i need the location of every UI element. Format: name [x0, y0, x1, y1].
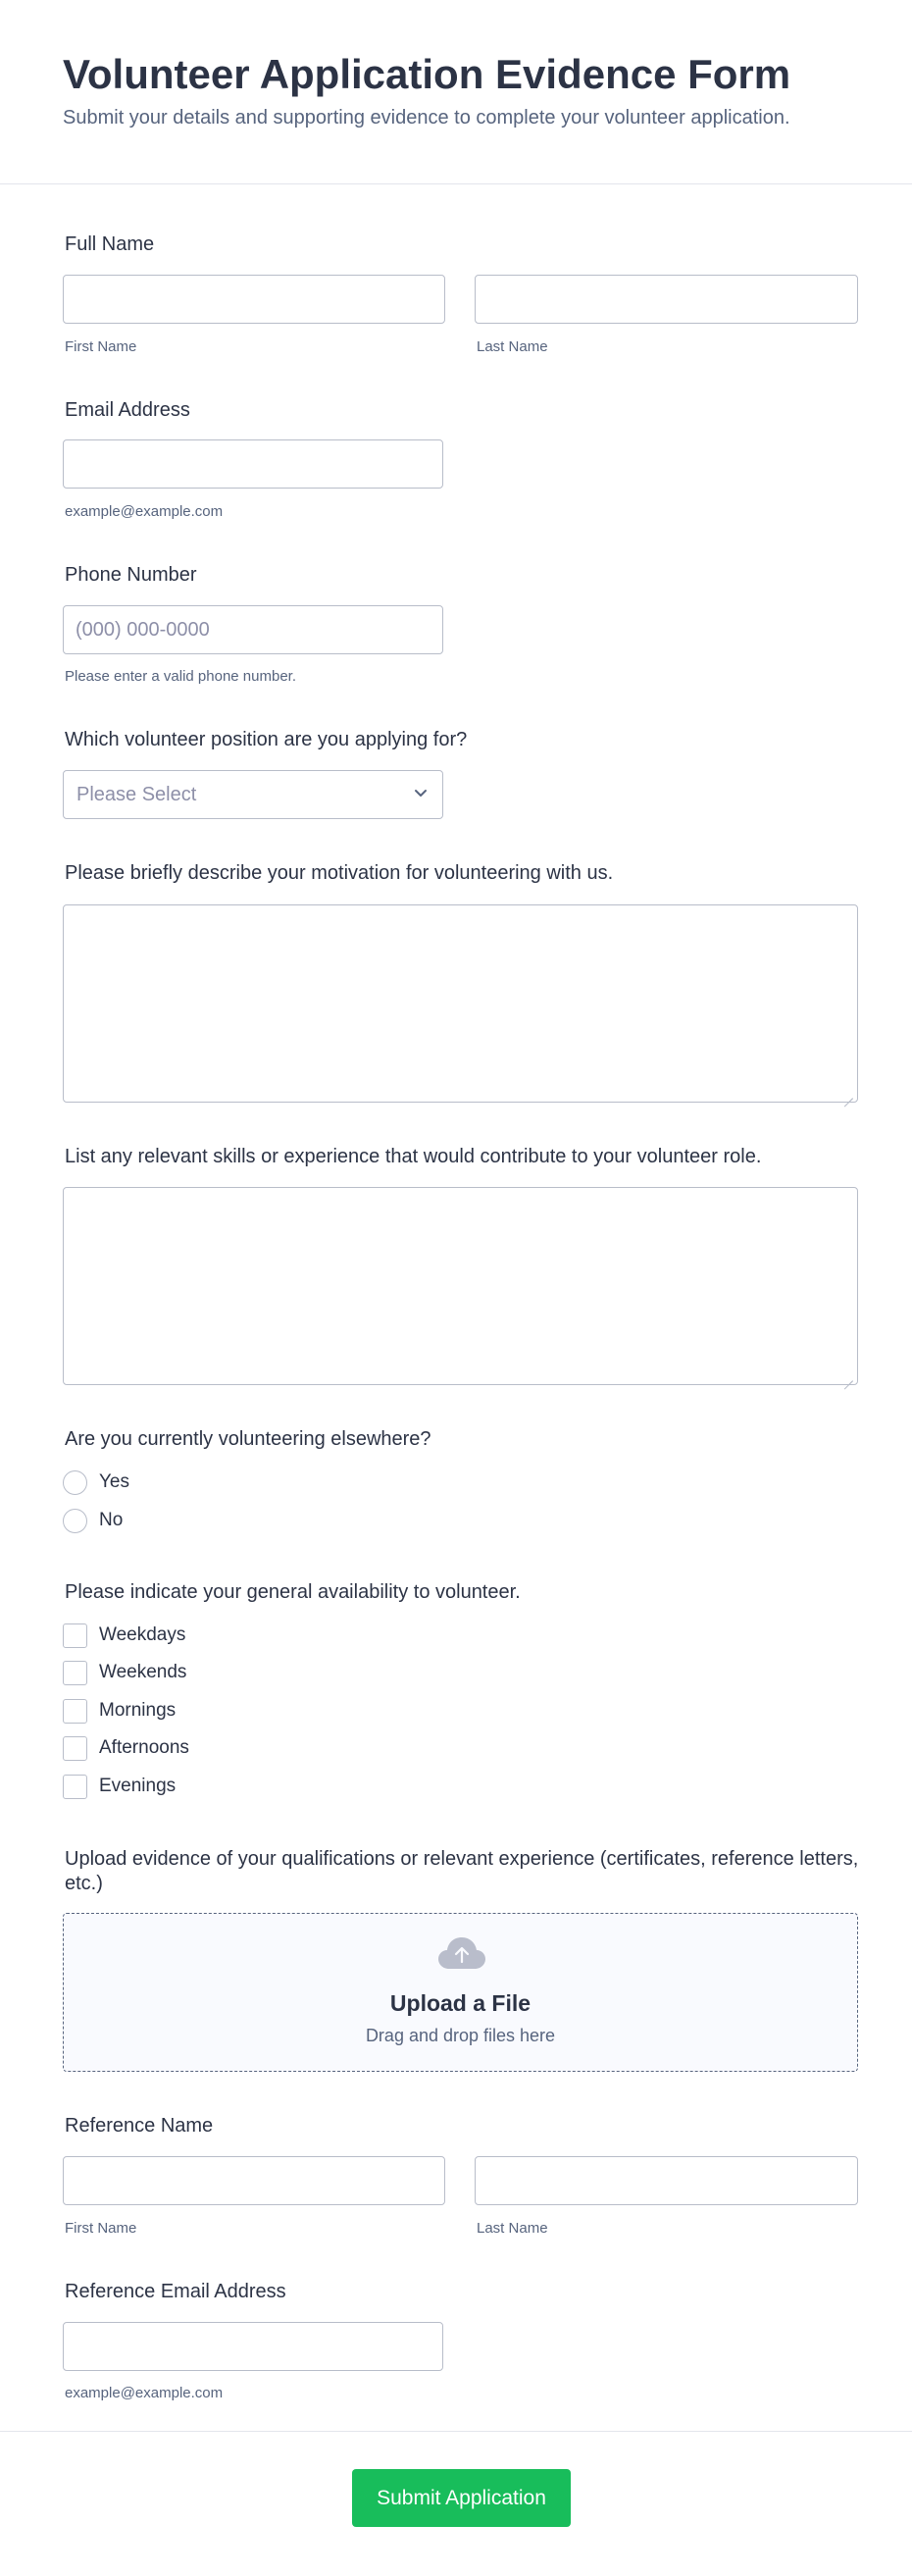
- radio-option-yes[interactable]: [63, 1468, 129, 1496]
- resize-grip-icon[interactable]: [843, 1089, 853, 1099]
- reference-last-name-input[interactable]: [475, 2156, 858, 2205]
- checkbox-option-label: Mornings: [99, 1700, 177, 1721]
- checkbox-option-weekdays[interactable]: [63, 1622, 185, 1649]
- reference-email-label: Reference Email Address: [65, 2281, 286, 2302]
- checkbox[interactable]: [63, 1736, 87, 1761]
- motivation-label: Please briefly describe your motivation for volunteering with us.: [65, 862, 614, 884]
- checkbox[interactable]: [63, 1775, 87, 1799]
- page-subtitle: Submit your details and supporting evidence to complete your volunteer application.: [63, 107, 790, 129]
- position-label: Which volunteer position are you applying for?: [65, 729, 468, 750]
- reference-name-label: Reference Name: [65, 2115, 214, 2137]
- last-name-sublabel: Last Name: [477, 338, 548, 355]
- reference-last-name-sublabel: Last Name: [477, 2220, 548, 2237]
- checkbox-option-afternoons[interactable]: [63, 1734, 189, 1762]
- phone-label: Phone Number: [65, 564, 197, 586]
- first-name-input[interactable]: [63, 275, 445, 324]
- volunteering-elsewhere-label: Are you currently volunteering elsewhere?: [65, 1428, 431, 1450]
- checkbox-option-label: Afternoons: [99, 1737, 189, 1758]
- submit-button[interactable]: Submit Application: [352, 2469, 571, 2527]
- reference-first-name-input[interactable]: [63, 2156, 445, 2205]
- checkbox-option-label: Weekdays: [99, 1624, 186, 1645]
- checkbox-option-evenings[interactable]: [63, 1773, 176, 1800]
- position-select[interactable]: [63, 770, 443, 819]
- phone-sublabel: Please enter a valid phone number.: [65, 668, 296, 685]
- first-name-sublabel: First Name: [65, 338, 137, 355]
- checkbox[interactable]: [63, 1699, 87, 1724]
- upload-label: Upload evidence of your qualifications or relevant experience (certificates, reference letters, etc.): [65, 1848, 859, 1894]
- checkbox-option-weekends[interactable]: [63, 1659, 186, 1686]
- checkbox-option-mornings[interactable]: [63, 1697, 176, 1725]
- resize-grip-icon[interactable]: [843, 1371, 853, 1381]
- email-sublabel: example@example.com: [65, 503, 224, 520]
- full-name-label: Full Name: [65, 233, 155, 255]
- reference-first-name-sublabel: First Name: [65, 2220, 137, 2237]
- chevron-down-icon: [413, 785, 429, 800]
- reference-email-input[interactable]: [63, 2322, 443, 2371]
- checkbox-option-label: Evenings: [99, 1776, 177, 1796]
- file-upload-dropzone[interactable]: [63, 1913, 858, 2072]
- upload-title: Upload a File: [389, 1990, 532, 2016]
- radio-button[interactable]: [63, 1509, 87, 1533]
- email-label: Email Address: [65, 399, 190, 421]
- radio-option-label: No: [99, 1510, 124, 1530]
- motivation-textarea[interactable]: [63, 904, 858, 1103]
- phone-input[interactable]: [63, 605, 443, 654]
- form-header: [0, 0, 912, 184]
- email-input[interactable]: [63, 439, 443, 489]
- cloud-upload-icon: [437, 1935, 486, 1971]
- availability-label: Please indicate your general availability to volunteer.: [65, 1581, 521, 1603]
- position-select-value: Please Select: [76, 784, 197, 805]
- upload-subtitle: Drag and drop files here: [365, 2026, 556, 2045]
- skills-textarea[interactable]: [63, 1187, 858, 1385]
- reference-email-sublabel: example@example.com: [65, 2385, 224, 2401]
- skills-label: List any relevant skills or experience that would contribute to your volunteer role.: [65, 1146, 762, 1167]
- last-name-input[interactable]: [475, 275, 858, 324]
- radio-option-no[interactable]: [63, 1507, 123, 1534]
- radio-option-label: Yes: [99, 1471, 129, 1492]
- checkbox[interactable]: [63, 1623, 87, 1648]
- checkbox[interactable]: [63, 1661, 87, 1685]
- page-title: Volunteer Application Evidence Form: [63, 51, 791, 97]
- radio-button[interactable]: [63, 1470, 87, 1495]
- checkbox-option-label: Weekends: [99, 1662, 187, 1682]
